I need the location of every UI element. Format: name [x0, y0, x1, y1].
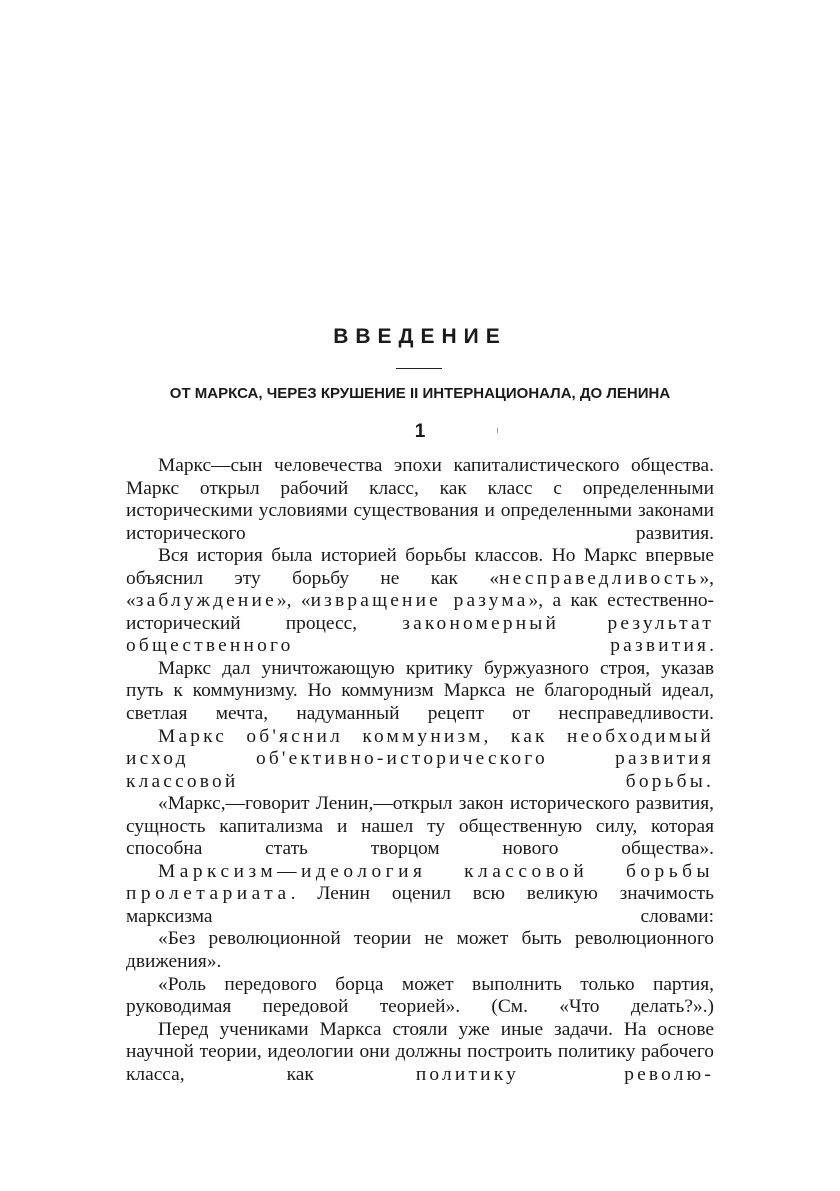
chapter-subheading: ОТ МАРКСА, ЧЕРЕЗ КРУШЕНИЕ II ИНТЕРНАЦИОНАЛА, ДО ЛЕНИНА — [169, 385, 671, 402]
paragraph-2-text-g: », а как естественно-исторический процесс, — [126, 590, 714, 634]
paragraph-2-text-a: Вся история была историей борьбы классов. Но Маркс впервые объяснил эту борьбу не как « — [126, 545, 714, 589]
section-number: 1 — [414, 421, 426, 442]
paragraph-9-text: Перед учениками Маркса стояли уже иные задачи. На основе научной теории, идеологии они должны построить политику рабочего класса, как — [126, 1018, 714, 1085]
paragraph-6-emphasis: Марксизм—идеология классовой борьбы пролетариата — [126, 860, 714, 905]
paragraph-2-emphasis-result: закономерный результат общественного развития — [126, 612, 714, 657]
paragraph-2 — [126, 545, 714, 658]
paragraph-2-emphasis-injustice: несправедливость — [499, 567, 700, 589]
paragraph-9 — [126, 1019, 714, 1087]
body-text — [126, 455, 714, 1086]
paragraph-1-text: Маркс—сын человечества эпохи капиталистического общества. Маркс открыл рабочий класс, как класс с определенными историческими условиями существования и определенными законами исторического развития. — [126, 455, 714, 544]
paragraph-5 — [126, 793, 714, 861]
paragraph-4 — [126, 726, 714, 794]
paragraph-4-text: Маркс об'яснил коммунизм, как необходимый исход об'ективно-исторического развития классовой борьбы. — [126, 725, 714, 792]
paragraph-2-text-e: », « — [276, 590, 311, 612]
paragraph-2-text-i: . — [709, 635, 714, 657]
paragraph-3-text: Маркс дал уничтожающую критику буржуазного строя, указав путь к коммунизму. Но коммунизм Маркса не благородный идеал, светлая мечта, надуманный рецепт от несправедливости. — [126, 657, 714, 725]
paragraph-7-text: «Без революционной теории не может быть революционного движения». — [126, 928, 714, 973]
paragraph-2-emphasis-delusion: заблуждение — [135, 590, 277, 612]
paragraph-5-text: «Маркс,—говорит Ленин,—открыл закон исторического развития, сущность капитализма и нашел ту общественную силу, которая способна стать творцом нового общества». — [126, 793, 714, 860]
paragraph-6 — [126, 861, 714, 929]
paragraph-2-emphasis-perversion: извращение разума — [310, 590, 529, 612]
paragraph-9-emphasis: политику револю- — [415, 1063, 714, 1085]
paragraph-1 — [126, 455, 714, 545]
paragraph-7 — [126, 928, 714, 973]
paragraph-3 — [126, 658, 714, 726]
heading-divider — [396, 368, 442, 369]
paragraph-8 — [126, 974, 714, 1019]
paragraph-8-text: «Роль передового борца может выполнить только партия, руководимая передовой теорией». (См. «Что делать?».) — [126, 973, 714, 1018]
scan-speck — [497, 428, 498, 433]
paragraph-6-text: . Ленин оценил всю великую значимость марксизма словами: — [126, 883, 714, 927]
chapter-heading: ВВЕДЕНИЕ — [333, 325, 507, 348]
paragraph-2-text-c: », « — [126, 567, 714, 612]
